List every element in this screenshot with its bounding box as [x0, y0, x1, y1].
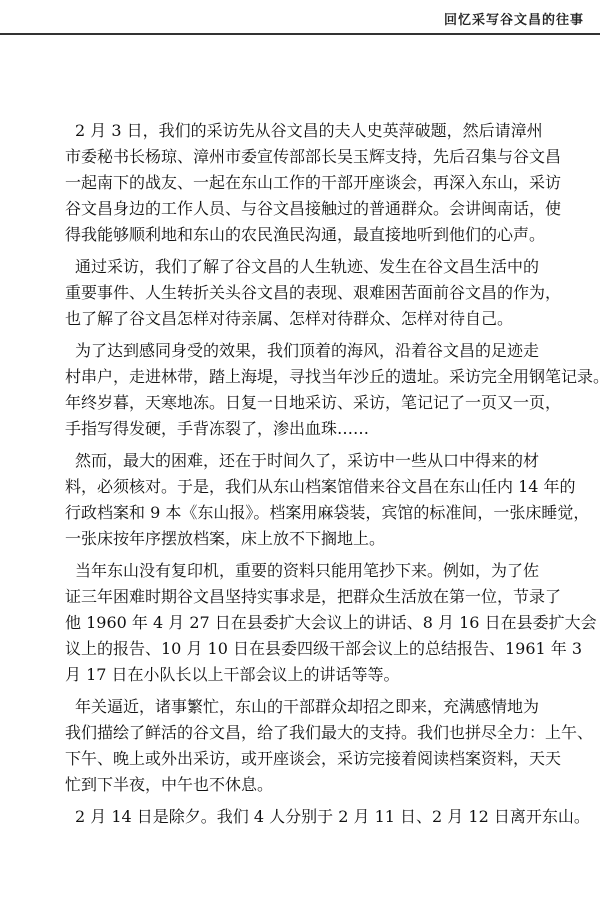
- text-line: 村串户，走进林带，踏上海堤，寻找当年沙丘的遗址。采访完全用钢笔记录。: [65, 367, 609, 386]
- text-line: 他 1960 年 4 月 27 日在县委扩大会议上的讲话、8 月 16 日在县委扩大会: [65, 613, 597, 632]
- paragraph-3: [65, 338, 609, 442]
- text-line: 然而，最大的困难，还在于时间久了，采访中一些从口中得来的材: [75, 451, 540, 470]
- paragraph-6: [65, 694, 594, 798]
- text-line: 得我能够顺利地和东山的农民渔民沟通，最直接地听到他们的心声。: [65, 225, 546, 244]
- paragraph-7: [65, 804, 590, 830]
- text-line: 忙到下半夜，中午也不休息。: [65, 775, 274, 794]
- text-line: 当年东山没有复印机，重要的资料只能用笔抄下来。例如，为了佐: [75, 561, 540, 580]
- paragraph-2: [65, 254, 562, 332]
- text-line: 为了达到感同身受的效果，我们顶着的海风，沿着谷文昌的足迹走: [75, 341, 540, 360]
- paragraph-4: [65, 448, 590, 552]
- text-line: 市委秘书长杨琼、漳州市委宣传部部长吴玉辉支持，先后召集与谷文昌: [65, 147, 562, 166]
- text-line: 谷文昌身边的工作人员、与谷文昌接触过的普通群众。会讲闽南话，使: [65, 199, 562, 218]
- running-header-title: 回忆采写谷文昌的往事: [443, 13, 584, 28]
- text-line: 一张床按年序摆放档案，床上放不下搁地上。: [65, 529, 386, 548]
- text-line: 通过采访，我们了解了谷文昌的人生轨迹、发生在谷文昌生活中的: [75, 257, 540, 276]
- text-line: 手指写得发硬，手背冻裂了，渗出血珠……: [65, 419, 370, 438]
- text-line: 我们描绘了鲜活的谷文昌，给了我们最大的支持。我们也拼尽全力：上午、: [65, 723, 594, 742]
- text-line: 也了解了谷文昌怎样对待亲属、怎样对待群众、怎样对待自己。: [65, 309, 514, 328]
- text-line: 证三年困难时期谷文昌坚持实事求是，把群众生活放在第一位，节录了: [65, 587, 562, 606]
- text-line: 年终岁暮，天寒地冻。日复一日地采访、采访，笔记记了一页又一页，: [65, 393, 562, 412]
- text-line: 月 17 日在小队长以上干部会议上的讲话等等。: [65, 665, 400, 684]
- article-body: [65, 118, 609, 830]
- text-line: 料，必须核对。于是，我们从东山档案馆借来谷文昌在东山任内 14 年的: [65, 477, 576, 496]
- text-line: 年关逼近，诸事繁忙，东山的干部群众却招之即来，充满感情地为: [75, 697, 540, 716]
- text-line: 重要事件、人生转折关头谷文昌的表现、艰难困苦面前谷文昌的作为，: [65, 283, 562, 302]
- header-divider: [0, 33, 600, 35]
- text-line: 一起南下的战友、一起在东山工作的干部开座谈会，再深入东山，采访: [65, 173, 562, 192]
- text-line: 2 月 14 日是除夕。我们 4 人分别于 2 月 11 日、2 月 12 日离开东山。: [75, 807, 590, 826]
- paragraph-1: [65, 118, 562, 248]
- text-line: 行政档案和 9 本《东山报》。档案用麻袋装，宾馆的标准间，一张床睡觉，: [65, 503, 590, 522]
- text-line: 下午、晚上或外出采访，或开座谈会，采访完接着阅读档案资料，天天: [65, 749, 562, 768]
- paragraph-5: [65, 558, 597, 688]
- text-line: 议上的报告、10 月 10 日在县委四级干部会议上的总结报告、1961 年 3: [65, 639, 583, 658]
- text-line: 2 月 3 日，我们的采访先从谷文昌的夫人史英萍破题，然后请漳州: [75, 121, 543, 140]
